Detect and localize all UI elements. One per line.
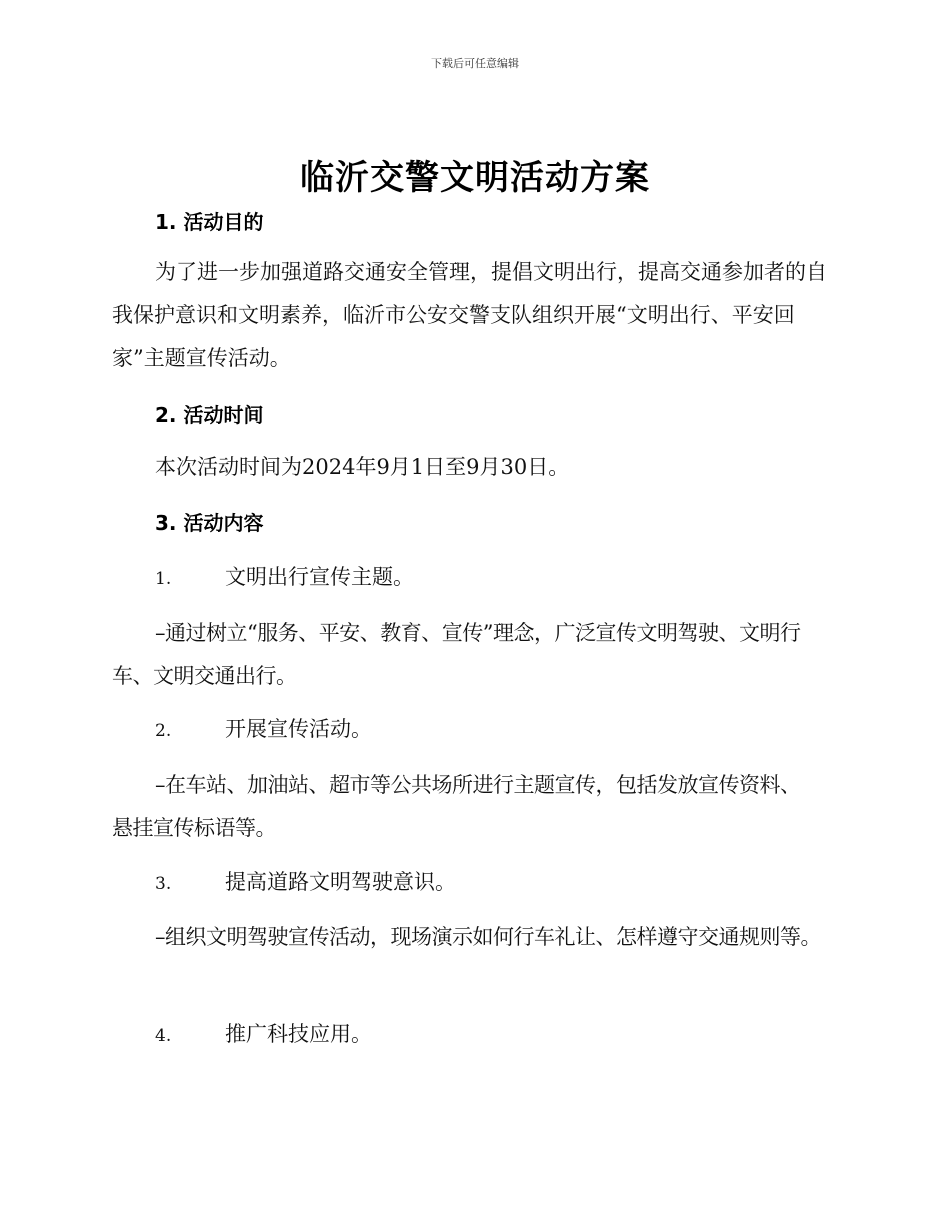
- list-item-detail: –组织文明驾驶宣传活动，现场演示如何行车礼让、怎样遵守交通规则等。: [155, 925, 821, 949]
- section-heading-time: 2. 活动时间: [155, 403, 264, 427]
- section-heading-content: 3. 活动内容: [155, 511, 264, 535]
- list-item: [155, 708, 875, 753]
- section-paragraph-time: 本次活动时间为2024年9月1日至9月30日。: [155, 455, 570, 479]
- list-item-label: 提高道路文明驾驶意识。: [225, 870, 456, 894]
- document-title: 临沂交警文明活动方案: [300, 158, 650, 198]
- list-item-label: 开展宣传活动。: [225, 717, 372, 741]
- list-item-detail: –通过树立“服务、平安、教育、宣传”理念，广泛宣传文明驾驶、文明行车、文明交通出行。: [112, 621, 801, 688]
- list-item-label: 推广科技应用。: [225, 1022, 372, 1046]
- list-item-number: 4.: [155, 1026, 172, 1046]
- page-header-note: 下载后可任意编辑: [431, 57, 519, 70]
- list-item-detail: –在车站、加油站、超市等公共场所进行主题宣传，包括发放宣传资料、悬挂宣传标语等。: [112, 773, 801, 840]
- list-item-number: 3.: [155, 874, 172, 894]
- list-item: [155, 556, 875, 601]
- section-paragraph-purpose: 为了进一步加强道路交通安全管理，提倡文明出行，提高交通参加者的自我保护意识和文明素养，临沂市公安交警支队组织开展“文明出行、平安回家”主题宣传活动。: [112, 260, 827, 370]
- list-item-label: 文明出行宣传主题。: [225, 565, 414, 589]
- section-heading-purpose: 1. 活动目的: [155, 210, 264, 234]
- list-item-number: 1.: [155, 569, 172, 589]
- list-item: [155, 861, 875, 906]
- list-item: [155, 1013, 875, 1058]
- list-item-number: 2.: [155, 721, 172, 741]
